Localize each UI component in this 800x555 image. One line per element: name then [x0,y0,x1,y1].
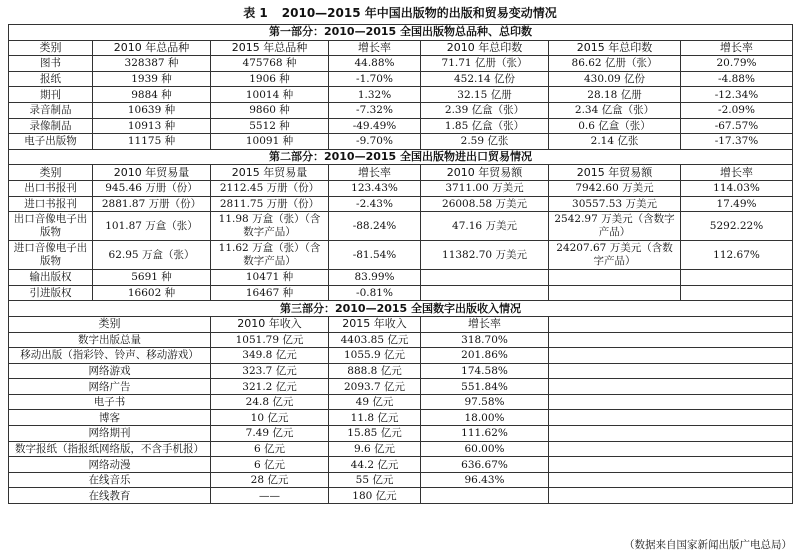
table-cell: -4.88% [681,71,793,87]
table-cell: 数字出版总量 [9,332,211,348]
table-cell: -2.43% [329,196,421,212]
table-cell: 7942.60 万美元 [549,180,681,196]
table-cell: 2.14 亿张 [549,134,681,150]
table-cell: 201.86% [421,348,549,364]
column-header: 2015 年贸易额 [549,165,681,181]
table-cell: 电子书 [9,394,211,410]
table-cell: 录音制品 [9,102,93,118]
column-header: 2010 年贸易额 [421,165,549,181]
empty-cell [549,348,793,364]
table-cell: 323.7 亿元 [211,363,329,379]
table-cell: 引进版权 [9,285,93,301]
column-header: 2015 年贸易量 [211,165,329,181]
table-cell: 174.58% [421,363,549,379]
empty-cell [549,332,793,348]
table-cell: -12.34% [681,87,793,103]
table-cell: 9860 种 [211,102,329,118]
table-cell: 进口书报刊 [9,196,93,212]
table-cell: 16467 种 [211,285,329,301]
table-cell: 430.09 亿份 [549,71,681,87]
table-row [9,118,793,134]
table-cell: 2.59 亿张 [421,134,549,150]
table-cell: 出口书报刊 [9,180,93,196]
empty-cell [549,379,793,395]
table-cell: 1906 种 [211,71,329,87]
table-cell: 1051.79 亿元 [211,332,329,348]
table-cell: 86.62 亿册（张） [549,56,681,72]
table-row [9,363,793,379]
table-row [9,270,793,286]
table-cell: 47.16 万美元 [421,212,549,241]
table-cell: -7.32% [329,102,421,118]
table-cell: 17.49% [681,196,793,212]
table-cell: 945.46 万册（份） [93,180,211,196]
table-cell: 10091 种 [211,134,329,150]
table-row [9,134,793,150]
table-cell: 49 亿元 [329,394,421,410]
column-header: 增长率 [329,40,421,56]
table-row [9,426,793,442]
table-cell: 26008.58 万美元 [421,196,549,212]
table-cell: -2.09% [681,102,793,118]
table-cell: 11.8 亿元 [329,410,421,426]
table-cell: 10 亿元 [211,410,329,426]
table-cell: 9.6 亿元 [329,441,421,457]
table-cell: 10913 种 [93,118,211,134]
column-header: 类别 [9,165,93,181]
table-cell: 0.6 亿盒（张） [549,118,681,134]
table-cell: 1939 种 [93,71,211,87]
table-row [9,71,793,87]
table-cell: 24.8 亿元 [211,394,329,410]
table-cell: 7.49 亿元 [211,426,329,442]
table-cell: 97.58% [421,394,549,410]
table-cell: 71.71 亿册（张） [421,56,549,72]
table-cell: 在线音乐 [9,472,211,488]
table-title [8,2,792,24]
header-row [9,40,793,56]
table-cell: 475768 种 [211,56,329,72]
table-cell: 55 亿元 [329,472,421,488]
table-cell: 博客 [9,410,211,426]
table-cell: 5292.22% [681,212,793,241]
table-cell: 551.84% [421,379,549,395]
table-row [9,379,793,395]
table-cell: 10639 种 [93,102,211,118]
table-cell: 321.2 亿元 [211,379,329,395]
table-row [9,180,793,196]
empty-cell [549,426,793,442]
table-cell: 数字报纸（指报纸网络版，不含手机报） [9,441,211,457]
table-cell: -81.54% [329,241,421,270]
table-cell: 1.32% [329,87,421,103]
source-note: （数据来自国家新闻出版广电总局） [624,539,792,551]
table-cell: 1055.9 亿元 [329,348,421,364]
table-cell: 16602 种 [93,285,211,301]
table-cell: 输出版权 [9,270,93,286]
table-cell: 报纸 [9,71,93,87]
column-header: 2010 年收入 [211,316,329,332]
column-header: 增长率 [681,40,793,56]
empty-cell [549,457,793,473]
header-row [9,165,793,181]
table-cell [421,285,549,301]
table-row [9,102,793,118]
table-cell: 6 亿元 [211,457,329,473]
table-row [9,457,793,473]
table-cell: 44.88% [329,56,421,72]
section-title: 第三部分：2010—2015 全国数字出版收入情况 [9,301,793,317]
table-cell: 网络游戏 [9,363,211,379]
table-cell: 录像制品 [9,118,93,134]
table-cell: 2093.7 亿元 [329,379,421,395]
table-cell: 96.43% [421,472,549,488]
column-header: 类别 [9,40,93,56]
table-cell: 32.15 亿册 [421,87,549,103]
table-row [9,241,793,270]
table-cell: 2112.45 万册（份） [211,180,329,196]
table-cell: 11175 种 [93,134,211,150]
table-row [9,410,793,426]
table-cell: 60.00% [421,441,549,457]
table-row [9,472,793,488]
table-cell: 6 亿元 [211,441,329,457]
table-cell: 2881.87 万册（份） [93,196,211,212]
table-cell: 452.14 亿份 [421,71,549,87]
data-table [8,24,793,504]
table-cell: 3711.00 万美元 [421,180,549,196]
table-row [9,56,793,72]
table-cell: 网络动漫 [9,457,211,473]
table-cell: 349.8 亿元 [211,348,329,364]
table-cell: 28.18 亿册 [549,87,681,103]
table-cell: 123.43% [329,180,421,196]
table-cell: 2.39 亿盒（张） [421,102,549,118]
table-row [9,394,793,410]
section-title: 第二部分：2010—2015 全国出版物进出口贸易情况 [9,149,793,165]
table-cell: 11382.70 万美元 [421,241,549,270]
table-cell: 1.85 亿盒（张） [421,118,549,134]
section-row [9,301,793,317]
empty-cell [549,488,793,504]
table-cell: 网络期刊 [9,426,211,442]
table-cell [681,270,793,286]
table-row [9,212,793,241]
table-cell: 114.03% [681,180,793,196]
table-cell: 111.62% [421,426,549,442]
empty-cell [549,441,793,457]
table-row [9,332,793,348]
table-cell: 83.99% [329,270,421,286]
table-cell: 20.79% [681,56,793,72]
table-cell: 电子出版物 [9,134,93,150]
column-header: 增长率 [681,165,793,181]
table-cell: 9884 种 [93,87,211,103]
table-cell: 180 亿元 [329,488,421,504]
column-header: 增长率 [421,316,549,332]
section-row [9,149,793,165]
empty-cell [549,472,793,488]
table-cell [421,270,549,286]
table-cell: 30557.53 万美元 [549,196,681,212]
table-cell: 112.67% [681,241,793,270]
table-cell: 图书 [9,56,93,72]
table-cell: 10014 种 [211,87,329,103]
table-cell: 4403.85 亿元 [329,332,421,348]
table-title-text: 2010—2015 年中国出版物的出版和贸易变动情况 [281,6,557,20]
section-title: 第一部分：2010—2015 全国出版物总品种、总印数 [9,25,793,41]
column-header: 2015 年总品种 [211,40,329,56]
table-cell: —— [211,488,329,504]
table-cell: 出口音像电子出版物 [9,212,93,241]
table-cell: 318.70% [421,332,549,348]
column-header: 2015 年收入 [329,316,421,332]
empty-cell [549,394,793,410]
table-row [9,285,793,301]
table-row [9,441,793,457]
table-cell: 2811.75 万册（份） [211,196,329,212]
table-cell: 网络广告 [9,379,211,395]
table-cell: 101.87 万盒（张） [93,212,211,241]
column-header: 2015 年总印数 [549,40,681,56]
table-cell: -67.57% [681,118,793,134]
table-cell: 在线教育 [9,488,211,504]
table-row [9,488,793,504]
table-cell: 11.98 万盒（张）（含数字产品） [211,212,329,241]
table-cell: 移动出版（指彩铃、铃声、移动游戏） [9,348,211,364]
empty-cell [549,410,793,426]
table-cell: 15.85 亿元 [329,426,421,442]
column-header: 2010 年贸易量 [93,165,211,181]
table-cell: 888.8 亿元 [329,363,421,379]
table-row [9,348,793,364]
table-cell [421,488,549,504]
table-cell: 5691 种 [93,270,211,286]
table-cell: 进口音像电子出版物 [9,241,93,270]
table-cell: -88.24% [329,212,421,241]
column-header: 2010 年总品种 [93,40,211,56]
table-cell: -17.37% [681,134,793,150]
table-cell [549,270,681,286]
table-cell: 2.34 亿盒（张） [549,102,681,118]
section-row [9,25,793,41]
table-number: 表 1 [243,6,268,20]
table-cell: -1.70% [329,71,421,87]
empty-cell [549,316,793,332]
table-cell: 10471 种 [211,270,329,286]
table-cell: 44.2 亿元 [329,457,421,473]
table-cell: 期刊 [9,87,93,103]
table-cell: 636.67% [421,457,549,473]
table-cell: 18.00% [421,410,549,426]
table-cell: 28 亿元 [211,472,329,488]
table-cell: 328387 种 [93,56,211,72]
table-row [9,87,793,103]
table-cell: -49.49% [329,118,421,134]
table-cell: 62.95 万盒（张） [93,241,211,270]
column-header: 类别 [9,316,211,332]
table-cell [681,285,793,301]
table-cell: 11.62 万盒（张）（含数字产品） [211,241,329,270]
column-header: 增长率 [329,165,421,181]
table-cell: 2542.97 万美元（含数字产品） [549,212,681,241]
table-cell: -0.81% [329,285,421,301]
header-row [9,316,793,332]
column-header: 2010 年总印数 [421,40,549,56]
empty-cell [549,363,793,379]
table-row [9,196,793,212]
table-cell: -9.70% [329,134,421,150]
table-cell: 24207.67 万美元（含数字产品） [549,241,681,270]
table-cell [549,285,681,301]
table-cell: 5512 种 [211,118,329,134]
